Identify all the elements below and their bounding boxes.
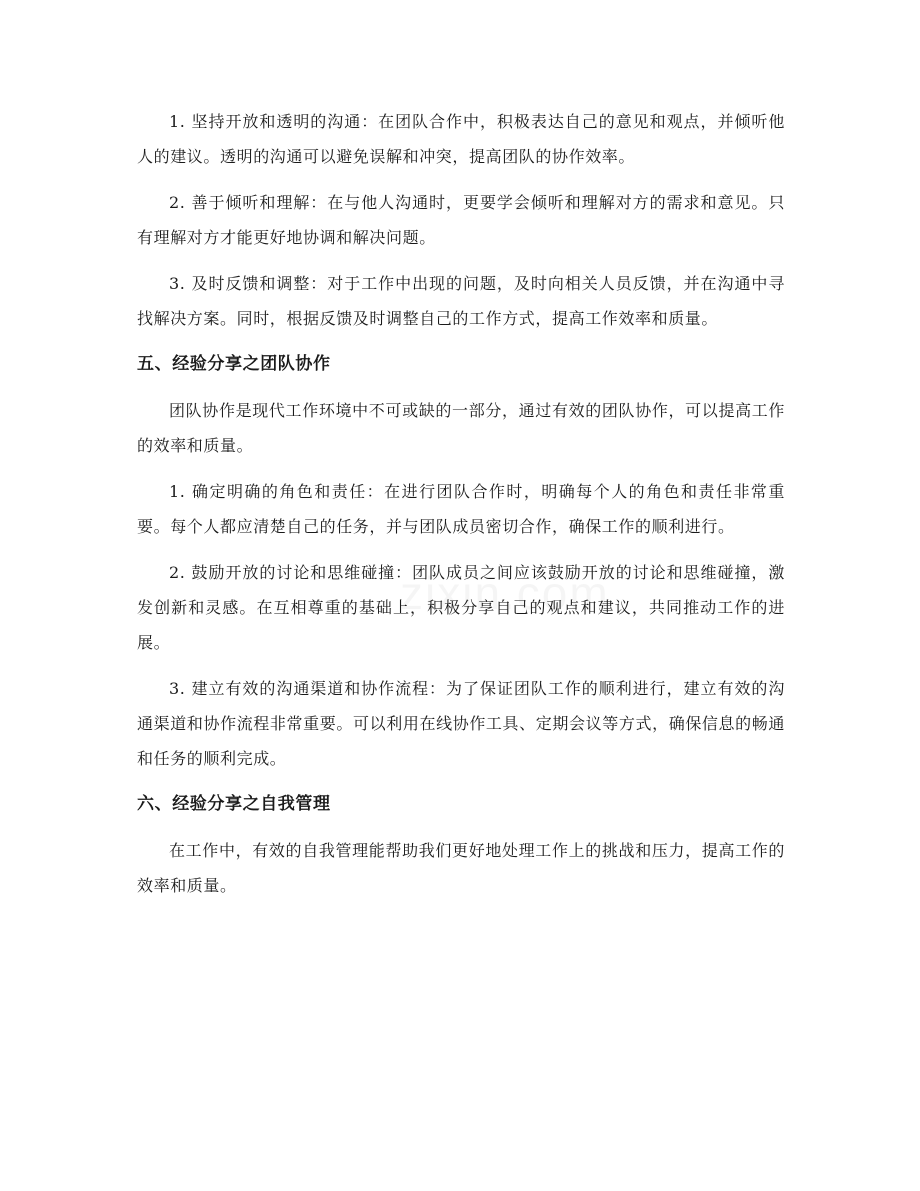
paragraph-communication-listening: 2. 善于倾听和理解：在与他人沟通时，更要学会倾听和理解对方的需求和意见。只有理解对方才能更好地协调和解决问题。	[137, 193, 785, 247]
document-body	[137, 104, 785, 914]
section-heading-self-management: 六、经验分享之自我管理	[137, 794, 331, 814]
paragraph-self-management-intro: 在工作中，有效的自我管理能帮助我们更好地处理工作上的挑战和压力，提高工作的效率和质量。	[137, 841, 785, 895]
section-heading-teamwork: 五、经验分享之团队协作	[137, 354, 331, 374]
paragraph-communication-openness: 1. 坚持开放和透明的沟通：在团队合作中，积极表达自己的意见和观点，并倾听他人的建议。透明的沟通可以避免误解和冲突，提高团队的协作效率。	[137, 112, 785, 166]
paragraph-communication-feedback: 3. 及时反馈和调整：对于工作中出现的问题，及时向相关人员反馈，并在沟通中寻找解决方案。同时，根据反馈及时调整自己的工作方式，提高工作效率和质量。	[137, 274, 785, 328]
paragraph-teamwork-roles: 1. 确定明确的角色和责任：在进行团队合作时，明确每个人的角色和责任非常重要。每个人都应清楚自己的任务，并与团队成员密切合作，确保工作的顺利进行。	[137, 482, 785, 536]
paragraph-teamwork-discussion: 2. 鼓励开放的讨论和思维碰撞：团队成员之间应该鼓励开放的讨论和思维碰撞，激发创新和灵感。在互相尊重的基础上，积极分享自己的观点和建议，共同推动工作的进展。	[137, 563, 785, 652]
paragraph-teamwork-channels: 3. 建立有效的沟通渠道和协作流程：为了保证团队工作的顺利进行，建立有效的沟通渠道和协作流程非常重要。可以利用在线协作工具、定期会议等方式，确保信息的畅通和任务的顺利完成。	[137, 679, 785, 768]
paragraph-teamwork-intro: 团队协作是现代工作环境中不可或缺的一部分，通过有效的团队协作，可以提高工作的效率和质量。	[137, 401, 785, 455]
